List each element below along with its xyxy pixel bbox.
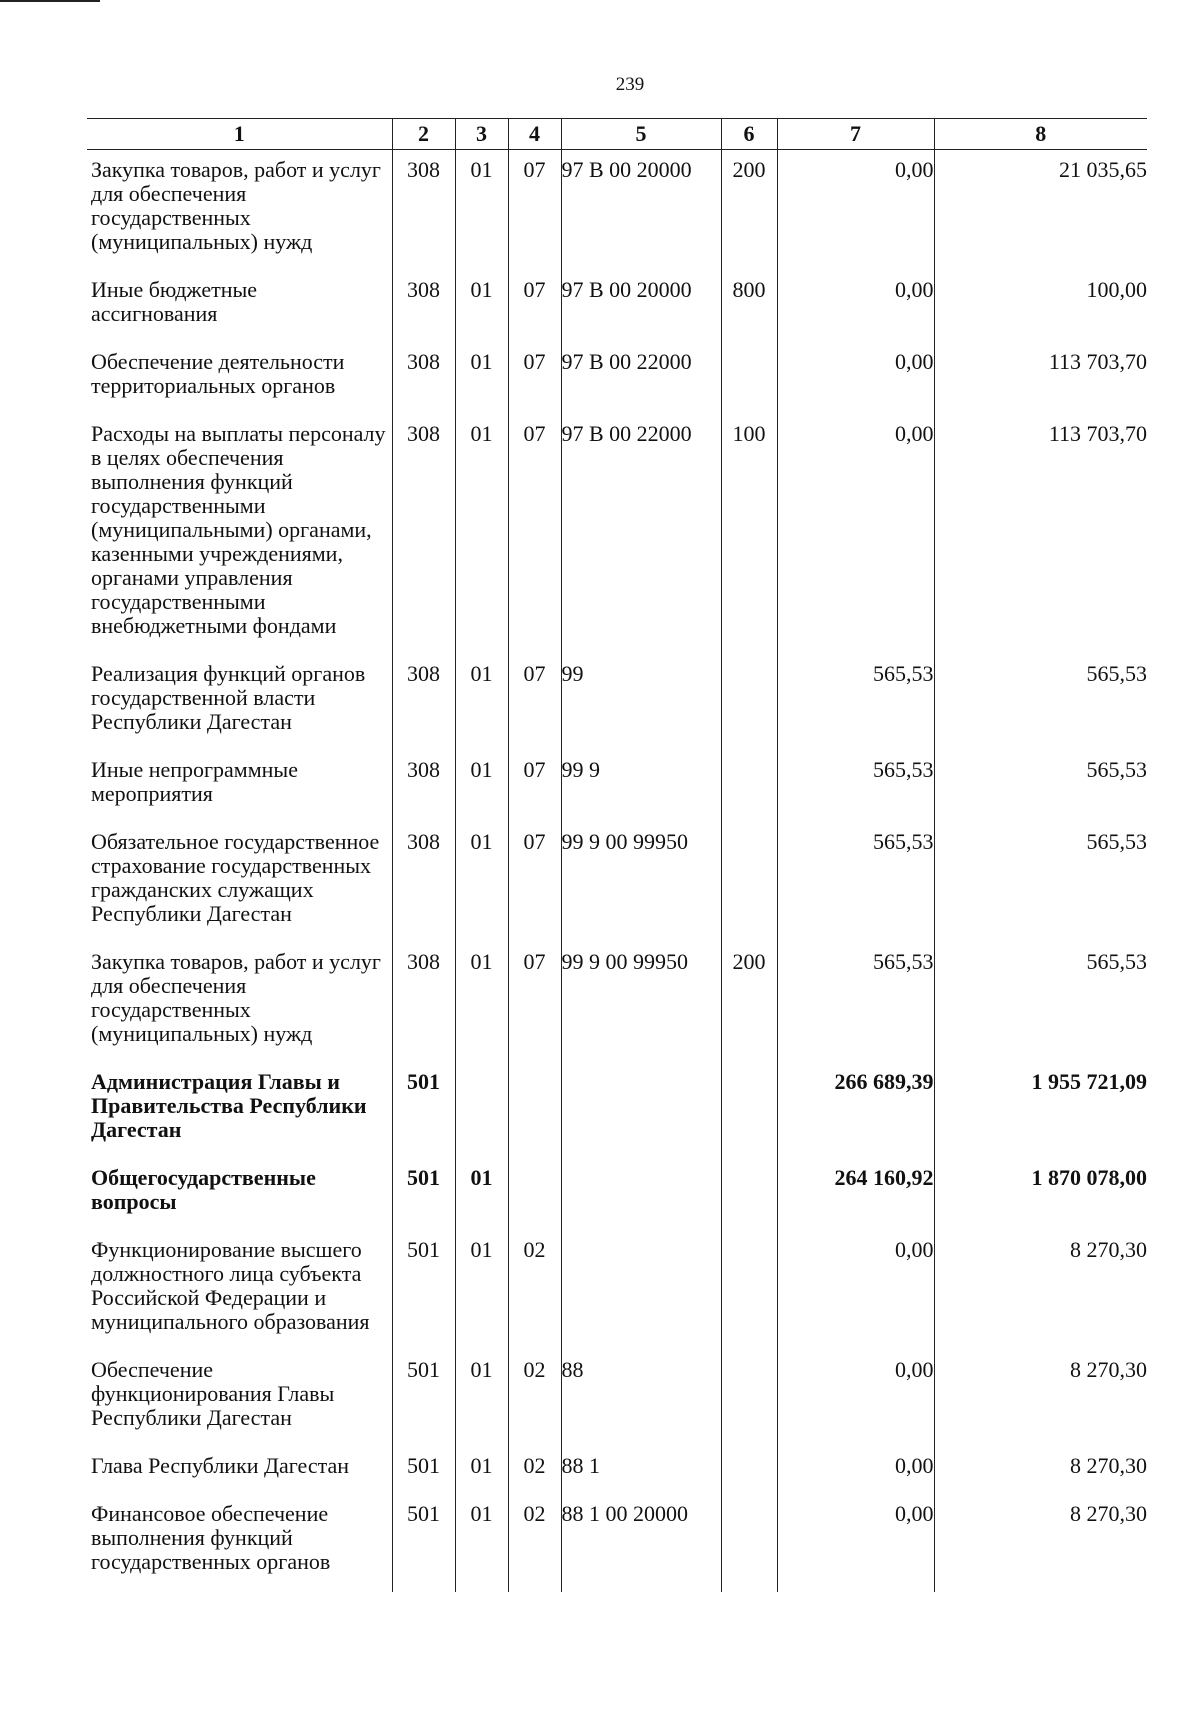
code-col6-cell (721, 1230, 777, 1350)
page-number: 239 (615, 74, 645, 95)
code-col4-cell: 07 (508, 414, 561, 654)
row-name-cell: Функционирование высшего должностного лица субъекта Российской Федерации и муниципального образования (91, 1237, 370, 1334)
amount-col7-cell: 264 160,92 (777, 1158, 934, 1230)
code-col4-cell (508, 1158, 561, 1230)
code-col3-cell: 01 (455, 1350, 508, 1446)
row-name-cell: Обеспечение функционирования Главы Республики Дагестан (91, 1357, 335, 1430)
column-header: 5 (561, 119, 721, 150)
code-col5-cell: 88 1 00 20000 (561, 1494, 721, 1592)
code-col5-cell: 97 В 00 22000 (561, 414, 721, 654)
code-col4-cell: 02 (508, 1494, 561, 1592)
amount-col7-cell: 0,00 (777, 342, 934, 414)
row-name-cell: Иные бюджетные ассигнования (91, 277, 258, 326)
code-col2-cell: 501 (392, 1350, 455, 1446)
code-col6-cell (721, 1494, 777, 1592)
code-col5-cell: 99 9 (561, 750, 721, 822)
column-header: 1 (87, 119, 392, 150)
code-col5-cell (561, 1230, 721, 1350)
code-col2-cell: 501 (392, 1062, 455, 1158)
table-row (87, 342, 1147, 414)
row-name-cell: Закупка товаров, работ и услуг для обеспечения государственных (муниципальных) нужд (91, 949, 381, 1046)
amount-col8-cell: 1 955 721,09 (934, 1062, 1147, 1158)
row-name-cell: Расходы на выплаты персоналу в целях обеспечения выполнения функций государственными (муниципальными) органами, казенными учреждениями, органами управления государственными внебюджетными фондами (91, 421, 386, 638)
amount-col7-cell: 565,53 (777, 942, 934, 1062)
column-header: 7 (777, 119, 934, 150)
code-col2-cell: 308 (392, 750, 455, 822)
table-row (87, 822, 1147, 942)
row-name-cell: Закупка товаров, работ и услуг для обеспечения государственных (муниципальных) нужд (91, 157, 381, 254)
code-col6-cell (721, 822, 777, 942)
code-col4-cell: 07 (508, 942, 561, 1062)
code-col6-cell (721, 1446, 777, 1494)
amount-col8-cell: 113 703,70 (934, 342, 1147, 414)
code-col6-cell (721, 1350, 777, 1446)
table-row (87, 1494, 1147, 1592)
column-header: 8 (934, 119, 1147, 150)
code-col6-cell: 800 (721, 270, 777, 342)
table-row (87, 1230, 1147, 1350)
code-col6-cell (721, 654, 777, 750)
column-header: 3 (455, 119, 508, 150)
code-col3-cell: 01 (455, 1158, 508, 1230)
column-header: 6 (721, 119, 777, 150)
row-name-cell: Обеспечение деятельности территориальных органов (91, 349, 345, 398)
code-col5-cell: 99 9 00 99950 (561, 822, 721, 942)
code-col2-cell: 308 (392, 654, 455, 750)
row-name-cell: Администрация Главы и Правительства Республики Дагестан (91, 1069, 367, 1142)
table-row (87, 1062, 1147, 1158)
amount-col7-cell: 0,00 (777, 150, 934, 271)
row-name-cell: Общегосударственные вопросы (91, 1165, 316, 1214)
amount-col8-cell: 8 270,30 (934, 1230, 1147, 1350)
amount-col7-cell: 0,00 (777, 414, 934, 654)
row-name-cell: Иные непрограммные мероприятия (91, 757, 298, 806)
amount-col8-cell: 8 270,30 (934, 1446, 1147, 1494)
amount-col7-cell: 0,00 (777, 1494, 934, 1592)
amount-col7-cell: 565,53 (777, 654, 934, 750)
code-col2-cell: 308 (392, 942, 455, 1062)
code-col5-cell: 88 (561, 1350, 721, 1446)
code-col6-cell: 100 (721, 414, 777, 654)
code-col2-cell: 501 (392, 1494, 455, 1592)
amount-col7-cell: 0,00 (777, 270, 934, 342)
code-col3-cell: 01 (455, 414, 508, 654)
code-col4-cell (508, 1062, 561, 1158)
table-row (87, 1158, 1147, 1230)
table-row (87, 1446, 1147, 1494)
code-col4-cell: 07 (508, 150, 561, 271)
amount-col7-cell: 565,53 (777, 750, 934, 822)
amount-col8-cell: 1 870 078,00 (934, 1158, 1147, 1230)
amount-col8-cell: 8 270,30 (934, 1494, 1147, 1592)
table-row (87, 750, 1147, 822)
amount-col8-cell: 565,53 (934, 822, 1147, 942)
code-col4-cell: 07 (508, 822, 561, 942)
table-header-row (87, 119, 1147, 150)
code-col6-cell (721, 1062, 777, 1158)
code-col5-cell (561, 1158, 721, 1230)
code-col3-cell: 01 (455, 654, 508, 750)
table-row (87, 1350, 1147, 1446)
code-col2-cell: 308 (392, 414, 455, 654)
code-col3-cell: 01 (455, 822, 508, 942)
column-header: 4 (508, 119, 561, 150)
code-col3-cell: 01 (455, 270, 508, 342)
code-col2-cell: 308 (392, 270, 455, 342)
code-col4-cell: 07 (508, 342, 561, 414)
code-col2-cell: 501 (392, 1230, 455, 1350)
column-header: 2 (392, 119, 455, 150)
code-col3-cell: 01 (455, 942, 508, 1062)
code-col6-cell (721, 750, 777, 822)
table-row (87, 414, 1147, 654)
amount-col8-cell: 8 270,30 (934, 1350, 1147, 1446)
code-col6-cell (721, 342, 777, 414)
amount-col8-cell: 100,00 (934, 270, 1147, 342)
code-col4-cell: 02 (508, 1230, 561, 1350)
code-col2-cell: 308 (392, 342, 455, 414)
amount-col8-cell: 113 703,70 (934, 414, 1147, 654)
code-col5-cell: 99 9 00 99950 (561, 942, 721, 1062)
amount-col7-cell: 0,00 (777, 1230, 934, 1350)
code-col4-cell: 02 (508, 1350, 561, 1446)
code-col3-cell: 01 (455, 342, 508, 414)
code-col5-cell (561, 1062, 721, 1158)
code-col6-cell: 200 (721, 150, 777, 271)
table-row (87, 942, 1147, 1062)
code-col4-cell: 07 (508, 270, 561, 342)
code-col5-cell: 97 В 00 20000 (561, 270, 721, 342)
code-col3-cell (455, 1062, 508, 1158)
budget-table (87, 118, 1147, 1592)
row-name-cell: Финансовое обеспечение выполнения функций государственных органов (91, 1501, 331, 1574)
top-edge-mark (0, 0, 100, 2)
amount-col7-cell: 0,00 (777, 1446, 934, 1494)
code-col3-cell: 01 (455, 150, 508, 271)
code-col6-cell: 200 (721, 942, 777, 1062)
code-col3-cell: 01 (455, 750, 508, 822)
code-col5-cell: 97 В 00 20000 (561, 150, 721, 271)
amount-col7-cell: 565,53 (777, 822, 934, 942)
amount-col8-cell: 21 035,65 (934, 150, 1147, 271)
table-row (87, 150, 1147, 271)
code-col4-cell: 02 (508, 1446, 561, 1494)
code-col3-cell: 01 (455, 1494, 508, 1592)
code-col5-cell: 88 1 (561, 1446, 721, 1494)
code-col4-cell: 07 (508, 750, 561, 822)
row-name-cell: Обязательное государственное страхование государственных гражданских служащих Республики Дагестан (91, 829, 380, 926)
amount-col7-cell: 0,00 (777, 1350, 934, 1446)
code-col2-cell: 308 (392, 822, 455, 942)
amount-col8-cell: 565,53 (934, 654, 1147, 750)
table-row (87, 270, 1147, 342)
row-name-cell: Реализация функций органов государственной власти Республики Дагестан (91, 661, 366, 734)
code-col2-cell: 308 (392, 150, 455, 271)
code-col4-cell: 07 (508, 654, 561, 750)
code-col3-cell: 01 (455, 1230, 508, 1350)
table-body (87, 150, 1147, 1593)
table-row (87, 654, 1147, 750)
amount-col8-cell: 565,53 (934, 750, 1147, 822)
code-col5-cell: 97 В 00 22000 (561, 342, 721, 414)
row-name-cell: Глава Республики Дагестан (91, 1453, 350, 1478)
code-col3-cell: 01 (455, 1446, 508, 1494)
code-col5-cell: 99 (561, 654, 721, 750)
code-col2-cell: 501 (392, 1446, 455, 1494)
amount-col8-cell: 565,53 (934, 942, 1147, 1062)
code-col6-cell (721, 1158, 777, 1230)
code-col2-cell: 501 (392, 1158, 455, 1230)
amount-col7-cell: 266 689,39 (777, 1062, 934, 1158)
